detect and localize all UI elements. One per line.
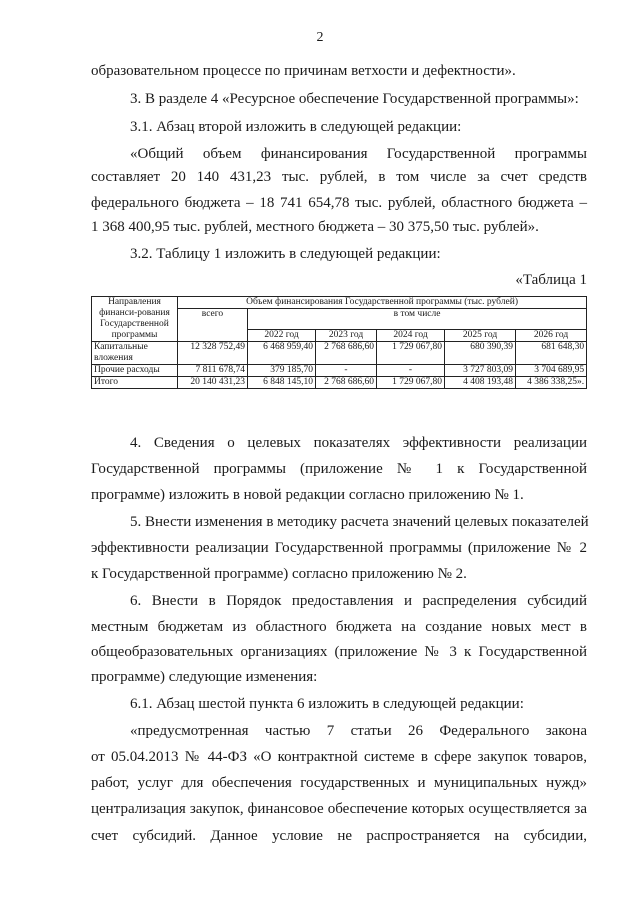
header-year: 2025 год [445,330,516,342]
text-line: централизация закупок, финансовое обеспечение которых осуществляется за [91,801,587,817]
header-year: 2023 год [316,330,377,342]
table-caption: «Таблица 1 [515,272,587,288]
cell-2025: 3 727 803,09 [445,365,516,377]
text-line: 3. В разделе 4 «Ресурсное обеспечение Государственной программы»: [130,91,579,107]
header-year: 2022 год [248,330,316,342]
row-label: Прочие расходы [92,365,178,377]
cell-2025: 680 390,39 [445,342,516,365]
text-line: 3.1. Абзац второй изложить в следующей редакции: [130,119,462,135]
text-line: счет субсидий. Данное условие не распространяется на субсидии, [91,828,587,844]
text-line: работ, услуг для обеспечения государственных и муниципальных нужд» [91,775,587,791]
text-line: «Общий объем финансирования Государственной программы [130,146,587,162]
header-direction: Направления финанси-рования Государственной программы [92,297,178,342]
text-line: 3.2. Таблицу 1 изложить в следующей редакции: [130,246,441,262]
header-year: 2024 год [377,330,445,342]
row-label: Капитальные вложения [92,342,178,365]
page-number: 2 [316,30,324,45]
cell-2025: 4 408 193,48 [445,377,516,389]
text-line: составляет 20 140 431,23 тыс. рублей, в том числе за счет средств [91,169,587,185]
text-line: 6. Внести в Порядок предоставления и распределения субсидий [130,593,587,609]
cell-total: 7 811 678,74 [178,365,248,377]
text-line: местным бюджетам из областного бюджета на создание новых мест в [91,619,587,635]
header-total: всего [178,309,248,342]
header-group: Объем финансирования Государственной программы (тыс. рублей) [178,297,587,309]
text-line: 5. Внести изменения в методику расчета значений целевых показателей [130,514,589,530]
text-line: программе) изложить в новой редакции согласно приложению № 1. [91,487,524,503]
cell-2023: 2 768 686,60 [316,377,377,389]
text-line: образовательном процессе по причинам ветхости и дефектности». [91,63,516,79]
table-row [92,365,587,377]
cell-2024: - [377,365,445,377]
text-line: к Государственной программе) согласно приложению № 2. [91,566,467,582]
cell-2022: 379 185,70 [248,365,316,377]
cell-2026: 681 648,30 [516,342,587,365]
text-line: эффективности реализации Государственной программы (приложение № 2 [91,540,587,556]
text-line: Государственной программы (приложение № 1 к Государственной [91,461,587,477]
cell-2024: 1 729 067,80 [377,377,445,389]
financing-table [91,296,587,389]
cell-2022: 6 468 959,40 [248,342,316,365]
text-line: от 05.04.2013 № 44-ФЗ «О контрактной системе в сфере закупок товаров, [91,749,587,765]
header-in-that-number: в том числе [248,309,587,330]
cell-2023: - [316,365,377,377]
text-line: 4. Сведения о целевых показателях эффективности реализации [130,435,587,451]
cell-total: 20 140 431,23 [178,377,248,389]
text-line: программе) следующие изменения: [91,669,318,685]
table-row [92,342,587,365]
cell-2023: 2 768 686,60 [316,342,377,365]
text-line: федерального бюджета – 18 741 654,78 тыс. рублей, областного бюджета – [91,195,587,211]
cell-2022: 6 848 145,10 [248,377,316,389]
cell-2026: 3 704 689,95 [516,365,587,377]
text-line: «предусмотренная частью 7 статьи 26 Федерального закона [130,723,587,739]
text-line: 6.1. Абзац шестой пункта 6 изложить в следующей редакции: [130,696,524,712]
cell-2026: 4 386 338,25». [516,377,587,389]
row-label: Итого [92,377,178,389]
text-line: 1 368 400,95 тыс. рублей, местного бюджета – 30 375,50 тыс. рублей». [91,219,539,235]
text-line: общеобразовательных организациях (приложение № 3 к Государственной [91,644,587,660]
cell-2024: 1 729 067,80 [377,342,445,365]
header-year: 2026 год [516,330,587,342]
cell-total: 12 328 752,49 [178,342,248,365]
table-row [92,377,587,389]
